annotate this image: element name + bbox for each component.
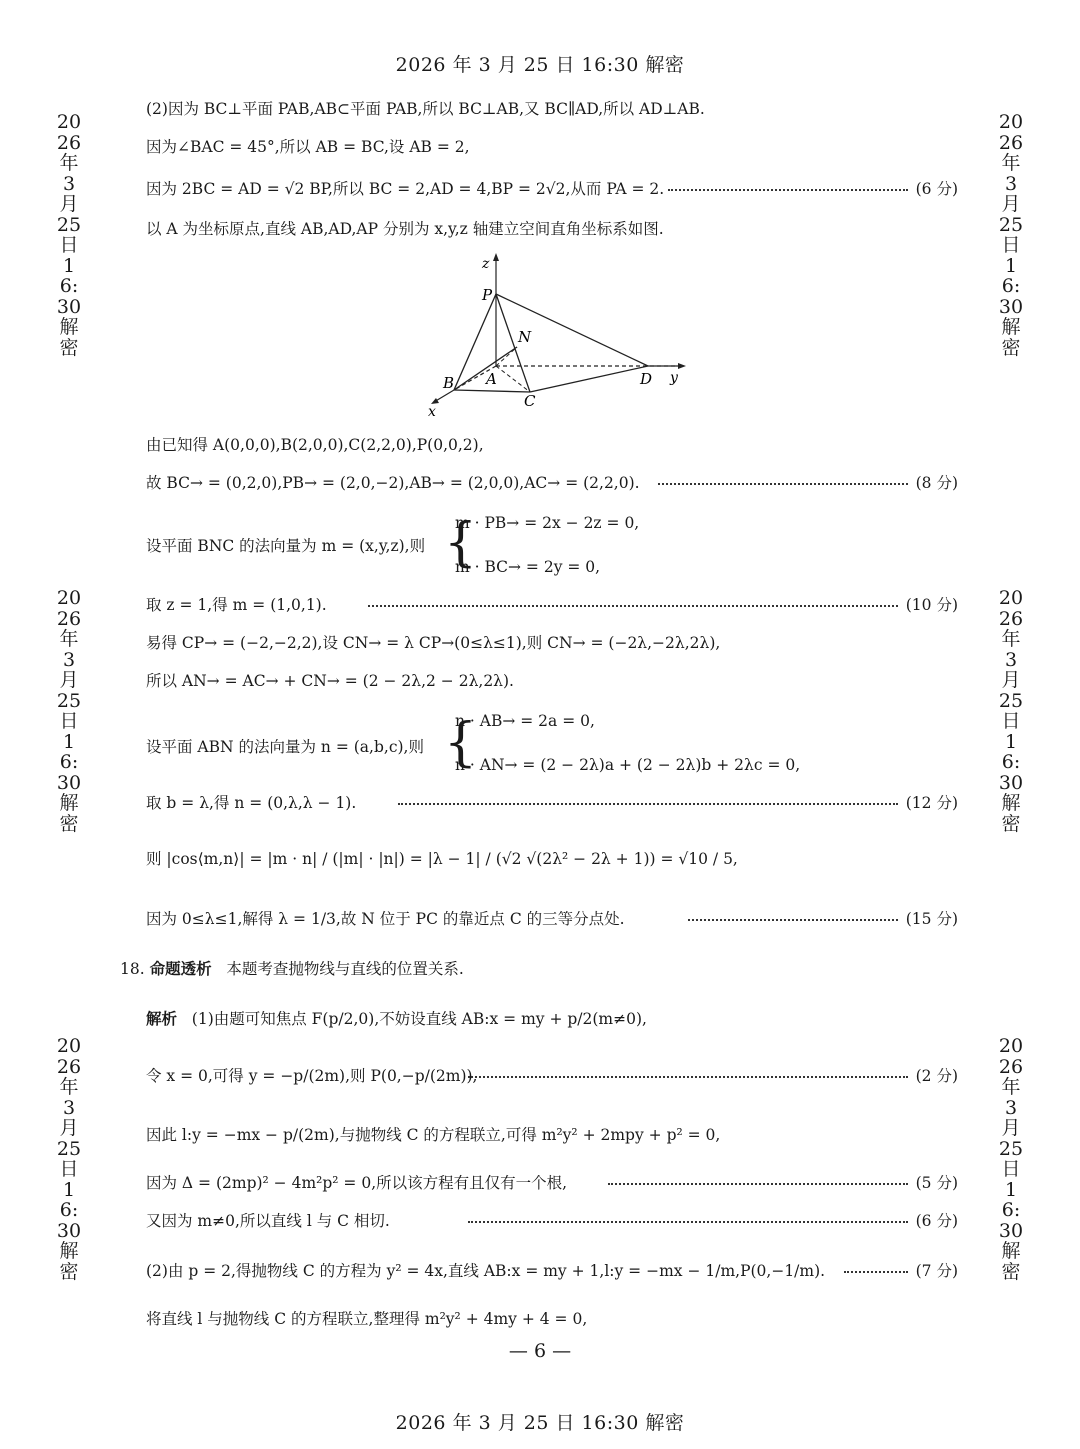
points-2: (2 分) xyxy=(0,1065,958,1087)
line-take-z: 取 z = 1,得 m = (1,0,1). xyxy=(146,596,327,614)
label-A: A xyxy=(486,370,497,388)
side-watermark-left-3: 2026年3月25日16:30解密 xyxy=(56,1035,82,1283)
line-vectors: 故 BC→ = (0,2,0),PB→ = (2,0,−2),AB→ = (2,0,0),AC→ = (2,2,0). xyxy=(146,474,640,492)
eq-bnc-2: m · BC→ = 2y = 0, xyxy=(455,558,601,576)
page-header: 2026 年 3 月 25 日 16:30 解密 xyxy=(395,54,685,76)
line-bc-perp: (2)因为 BC⊥平面 PAB,AB⊂平面 PAB,所以 BC⊥AB,又 BC∥AD,所以 AD⊥AB. xyxy=(146,100,705,118)
points-6: (6 分) xyxy=(0,178,958,200)
label-D: D xyxy=(640,370,653,388)
brace-bnc: { xyxy=(444,513,478,573)
eq-abn-2: n · AN→ = (2 − 2λ)a + (2 − 2λ)b + 2λc = 0, xyxy=(455,756,801,774)
label-P: P xyxy=(482,286,493,304)
side-watermark-left-2: 2026年3月25日16:30解密 xyxy=(56,587,82,835)
line-s7: 将直线 l 与抛物线 C 的方程联立,整理得 m²y² + 4my + 4 = 0, xyxy=(146,1310,588,1328)
eq-abn-1: n · AB→ = 2a = 0, xyxy=(455,712,595,730)
line-s5: 又因为 m≠0,所以直线 l 与 C 相切. xyxy=(146,1212,390,1230)
pyramid-figure xyxy=(420,250,690,420)
brace-abn: { xyxy=(444,713,478,773)
q18-header xyxy=(120,958,464,980)
points-12: (12 分) xyxy=(0,792,958,814)
points-5: (5 分) xyxy=(0,1172,958,1194)
points-10: (10 分) xyxy=(0,594,958,616)
line-plane-abn: 设平面 ABN 的法向量为 n = (a,b,c),则 xyxy=(146,738,424,756)
side-watermark-left-1: 2026年3月25日16:30解密 xyxy=(56,111,82,359)
line-plane-bnc: 设平面 BNC 的法向量为 m = (x,y,z),则 xyxy=(146,537,426,555)
side-watermark-right-1: 2026年3月25日16:30解密 xyxy=(998,111,1024,359)
solution-s1: (1)由题可知焦点 F(p/2,0),不妨设直线 AB:x = my + p/2(m≠0), xyxy=(191,1010,647,1028)
label-C: C xyxy=(524,392,536,410)
points-8: (8 分) xyxy=(0,472,958,494)
q18-tag: 命题透析 xyxy=(149,959,212,978)
solution-tag: 解析 xyxy=(146,1009,178,1028)
page-footer: 2026 年 3 月 25 日 16:30 解密 xyxy=(395,1412,685,1434)
q18-number: 18. xyxy=(120,960,145,978)
q18-summary: 本题考查抛物线与直线的位置关系. xyxy=(226,960,464,978)
line-s3: 因此 l:y = −mx − p/(2m),与抛物线 C 的方程联立,可得 m²y² + 2mpy + p² = 0, xyxy=(146,1126,721,1144)
label-z: z xyxy=(482,256,490,272)
line-coordinate-system: 以 A 为坐标原点,直线 AB,AD,AP 分别为 x,y,z 轴建立空间直角坐标系如图. xyxy=(146,220,664,238)
points-15: (15 分) xyxy=(0,908,958,930)
line-s4: 因为 Δ = (2mp)² − 4m²p² = 0,所以该方程有且仅有一个根, xyxy=(146,1174,568,1192)
line-lengths: 因为 2BC = AD = √2 BP,所以 BC = 2,AD = 4,BP = 2√2,从而 PA = 2. xyxy=(146,180,665,198)
line-s1 xyxy=(146,1008,647,1030)
label-N: N xyxy=(518,328,532,346)
side-watermark-right-2: 2026年3月25日16:30解密 xyxy=(998,587,1024,835)
line-s6: (2)由 p = 2,得抛物线 C 的方程为 y² = 4x,直线 AB:x = my + 1,l:y = −mx − 1/m,P(0,−1/m). xyxy=(146,1262,826,1280)
line-cp: 易得 CP→ = (−2,−2,2),设 CN→ = λ CP→(0≤λ≤1),则 CN→ = (−2λ,−2λ,2λ), xyxy=(146,634,721,652)
label-x: x xyxy=(428,404,436,420)
line-points: 由已知得 A(0,0,0),B(2,0,0),C(2,2,0),P(0,0,2), xyxy=(146,436,484,454)
line-angle-bac: 因为∠BAC = 45°,所以 AB = BC,设 AB = 2, xyxy=(146,138,470,156)
line-lambda: 因为 0≤λ≤1,解得 λ = 1/3,故 N 位于 PC 的靠近点 C 的三等分点处. xyxy=(146,910,625,928)
line-an: 所以 AN→ = AC→ + CN→ = (2 − 2λ,2 − 2λ,2λ). xyxy=(146,672,514,690)
line-cos: 则 |cos⟨m,n⟩| = |m · n| / (|m| · |n|) = |λ − 1| / (√2 √(2λ² − 2λ + 1)) = √10 / 5, xyxy=(146,850,738,868)
label-y: y xyxy=(670,370,678,386)
line-s2: 令 x = 0,可得 y = −p/(2m),则 P(0,−p/(2m)), xyxy=(146,1067,478,1085)
page-number: — 6 — xyxy=(508,1340,572,1362)
eq-bnc-1: m · PB→ = 2x − 2z = 0, xyxy=(455,514,640,532)
points-7: (7 分) xyxy=(0,1260,958,1282)
line-take-b: 取 b = λ,得 n = (0,λ,λ − 1). xyxy=(146,794,357,812)
label-B: B xyxy=(443,374,455,392)
side-watermark-right-3: 2026年3月25日16:30解密 xyxy=(998,1035,1024,1283)
points-6b: (6 分) xyxy=(0,1210,958,1232)
